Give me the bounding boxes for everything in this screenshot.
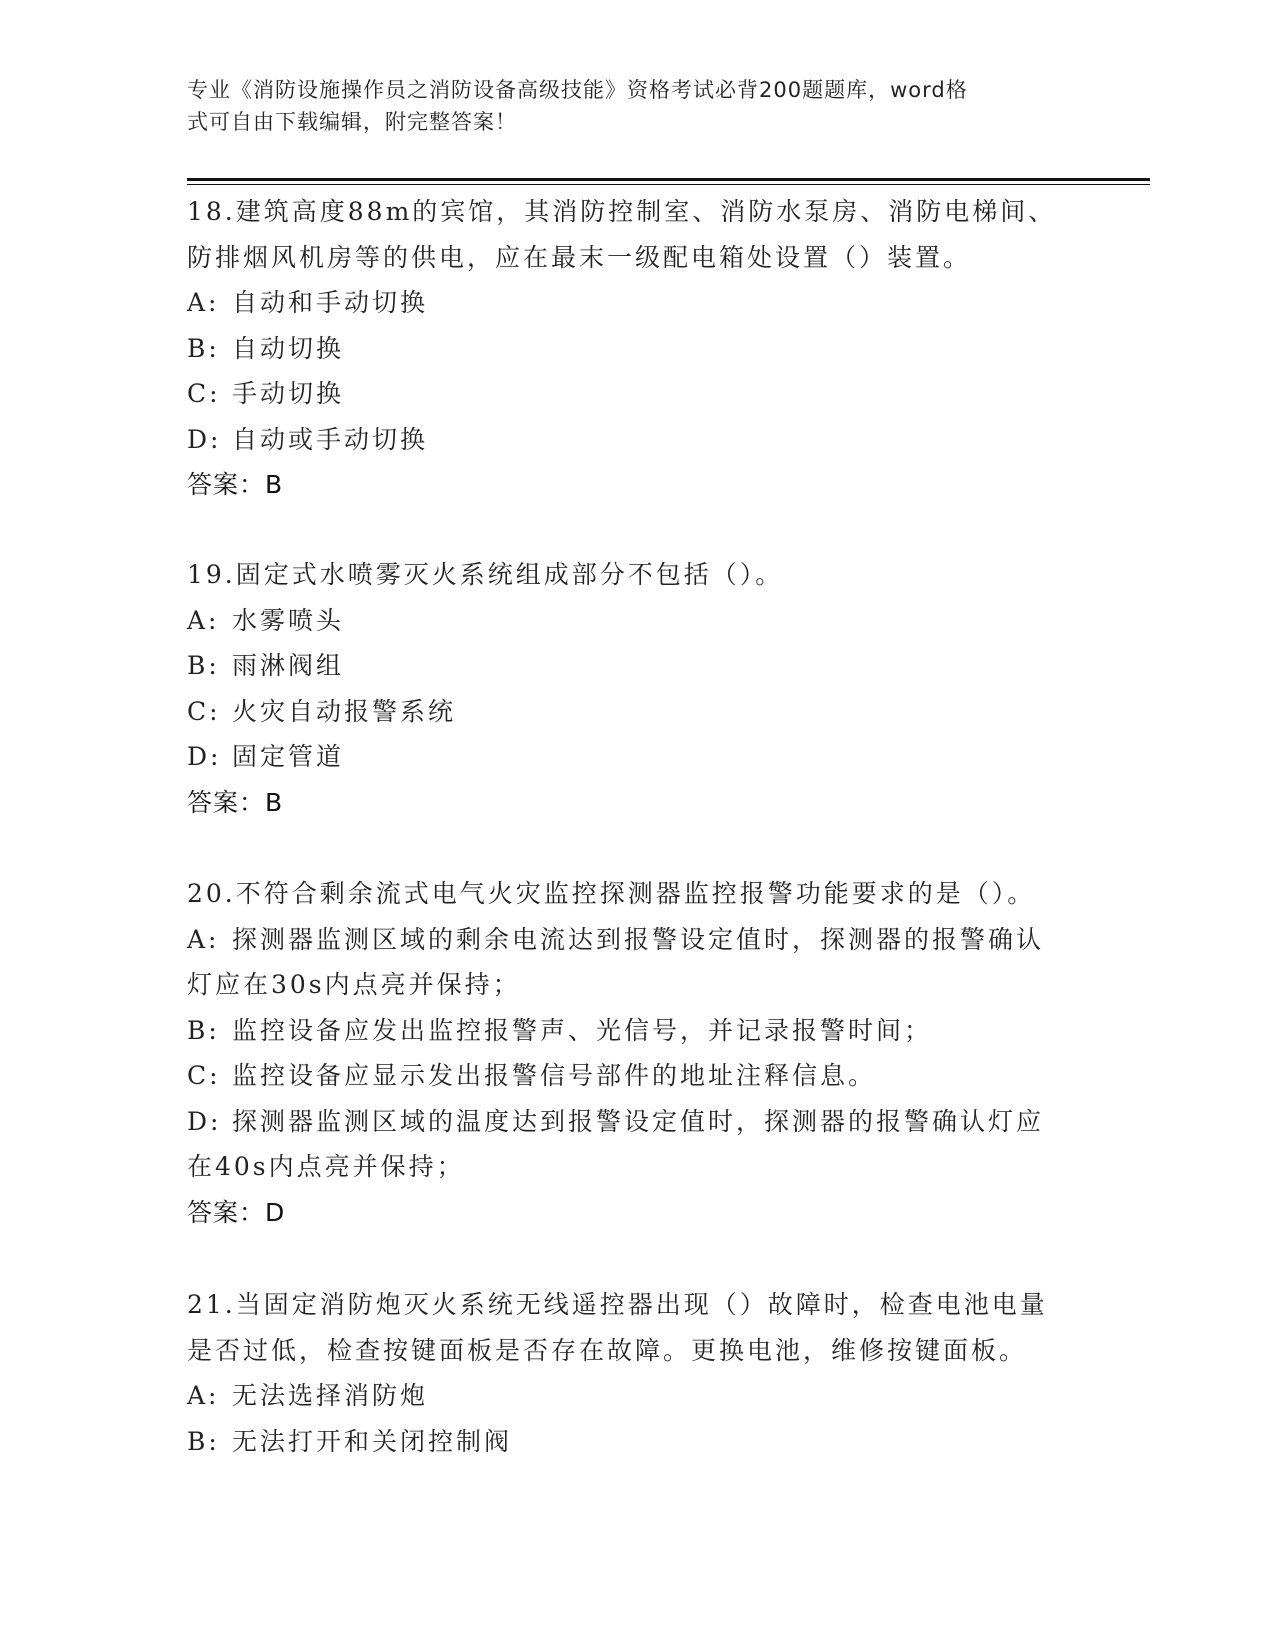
option-a-continued: 灯应在30s内点亮并保持； [187,970,521,999]
option-c [187,1053,1087,1099]
option-a [187,917,1087,963]
option-b [187,1008,1087,1054]
option-d-continued: 在40s内点亮并保持； [187,1152,465,1181]
option-text: 自动切换 [232,333,345,363]
question-21 [187,1282,1087,1464]
header-line-2: 式可自由下载编辑，附完整答案！ [187,110,517,134]
option-key: B: [187,1426,220,1456]
question-stem-line: 防排烟风机房等的供电，应在最末一级配电箱处设置（）装置。 [187,242,972,272]
option-key: A: [187,605,220,635]
question-stem-line: 21.当固定消防炮灭火系统无线遥控器出现（）故障时，检查电池电量 [187,1290,1048,1319]
option-key: B: [187,333,220,363]
option-b [187,1419,1087,1465]
answer-label: 答案：D [187,1197,286,1227]
option-text: 雨淋阀组 [232,651,345,680]
question-stem-line: 19.固定式水喷雾灭火系统组成部分不包括（）。 [187,560,784,589]
option-d [187,734,1087,780]
option-text: 自动或手动切换 [232,424,429,454]
option-a [187,280,1087,326]
option-d [187,417,1087,463]
option-c [187,689,1087,735]
question-stem-line: 20.不符合剩余流式电气火灾监控探测器监控报警功能要求的是（）。 [187,879,1036,908]
option-text: 无法打开和关闭控制阀 [232,1426,513,1456]
question-stem-line: 18.建筑高度88m的宾馆，其消防控制室、消防水泵房、消防电梯间、 [187,197,1057,226]
question-18 [187,189,1087,508]
option-key: C: [187,379,221,408]
question-stem-line: 是否过低，检查按键面板是否存在故障。更换电池，维修按键面板。 [187,1335,1028,1365]
option-key: D: [187,424,222,454]
option-text: 监控设备应显示发出报警信号部件的地址注释信息。 [232,1061,877,1090]
option-key: B: [187,651,220,680]
option-key: A: [187,924,220,954]
option-key: A: [187,1381,220,1410]
option-key: A: [187,288,220,317]
answer-label: 答案：B [187,787,284,817]
option-c [187,371,1087,417]
option-a [187,1373,1087,1419]
document-header [187,74,1067,138]
option-text: 手动切换 [232,379,345,408]
header-line-1: 专业《消防设施操作员之消防设备高级技能》资格考试必背200题题库，word格 [187,78,968,102]
header-rule-thin [187,184,1150,185]
option-text: 固定管道 [232,742,345,771]
option-a [187,598,1087,644]
option-key: C: [187,696,221,726]
option-b [187,643,1087,689]
option-text: 探测器监测区域的剩余电流达到报警设定值时，探测器的报警确认 [232,924,1045,954]
header-rule-thick [187,178,1150,181]
option-key: D: [187,742,222,771]
option-text: 自动和手动切换 [232,288,429,317]
question-20 [187,871,1087,1235]
option-text: 无法选择消防炮 [232,1381,429,1410]
option-key: C: [187,1061,221,1090]
option-key: B: [187,1015,220,1045]
option-key: D: [187,1106,222,1136]
option-text: 探测器监测区域的温度达到报警设定值时，探测器的报警确认灯应 [232,1106,1045,1136]
option-text: 监控设备应发出监控报警声、光信号，并记录报警时间； [232,1015,933,1045]
question-19 [187,552,1087,825]
option-text: 水雾喷头 [232,605,345,635]
option-d [187,1099,1087,1145]
option-b [187,326,1087,372]
option-text: 火灾自动报警系统 [232,696,457,726]
answer-label: 答案：B [187,470,284,499]
